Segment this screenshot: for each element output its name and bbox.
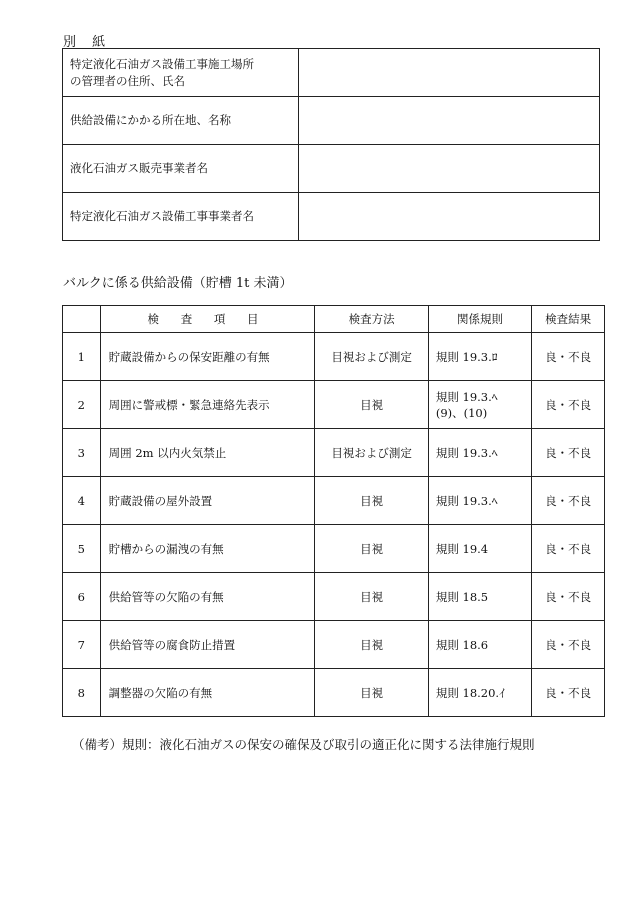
row-method: 目視および測定: [315, 429, 428, 477]
row-rule: 規則 19.3.ﾍ (9)、(10): [428, 381, 531, 429]
info-label-distributor: 液化石油ガス販売事業者名: [63, 145, 299, 193]
info-value-manager: [299, 49, 600, 97]
info-table: [62, 48, 600, 241]
table-row: [63, 429, 605, 477]
row-rule: 規則 18.20.ｲ: [428, 669, 531, 717]
row-no: 3: [63, 429, 101, 477]
row-method: 目視: [315, 525, 428, 573]
row-no: 4: [63, 477, 101, 525]
table-row: [63, 381, 605, 429]
row-rule: 規則 19.3.ﾛ: [428, 333, 531, 381]
row-rule: 規則 18.6: [428, 621, 531, 669]
row-item: 貯蔵設備からの保安距離の有無: [100, 333, 315, 381]
info-row: [63, 193, 600, 241]
header-method: 検査方法: [315, 306, 428, 333]
row-item: 貯蔵設備の屋外設置: [100, 477, 315, 525]
row-result: 良・不良: [532, 429, 605, 477]
header-row: [63, 306, 605, 333]
row-rule: 規則 18.5: [428, 573, 531, 621]
row-no: 5: [63, 525, 101, 573]
row-method: 目視: [315, 621, 428, 669]
row-result: 良・不良: [532, 525, 605, 573]
row-result: 良・不良: [532, 621, 605, 669]
table-row: [63, 669, 605, 717]
table-row: [63, 477, 605, 525]
row-result: 良・不良: [532, 381, 605, 429]
row-rule: 規則 19.3.ﾍ: [428, 429, 531, 477]
row-item: 周囲 2m 以内火気禁止: [100, 429, 315, 477]
row-method: 目視: [315, 381, 428, 429]
info-label-location: 供給設備にかかる所在地、名称: [63, 97, 299, 145]
row-item: 周囲に警戒標・緊急連絡先表示: [100, 381, 315, 429]
info-value-contractor: [299, 193, 600, 241]
info-label-manager: 特定液化石油ガス設備工事施工場所 の管理者の住所、氏名: [63, 49, 299, 97]
row-no: 1: [63, 333, 101, 381]
section-title: バルクに係る供給設備（貯槽 1t 未満）: [63, 276, 293, 291]
row-rule: 規則 19.3.ﾍ: [428, 477, 531, 525]
row-result: 良・不良: [532, 669, 605, 717]
row-rule: 規則 19.4: [428, 525, 531, 573]
row-result: 良・不良: [532, 333, 605, 381]
footnote: （備考）規則：液化石油ガスの保安の確保及び取引の適正化に関する法律施行規則: [72, 737, 535, 752]
info-row: [63, 145, 600, 193]
info-row: [63, 49, 600, 97]
info-value-distributor: [299, 145, 600, 193]
info-row: [63, 97, 600, 145]
row-no: 6: [63, 573, 101, 621]
inspection-table: [62, 305, 605, 717]
row-no: 8: [63, 669, 101, 717]
row-method: 目視および測定: [315, 333, 428, 381]
table-row: [63, 333, 605, 381]
row-method: 目視: [315, 573, 428, 621]
row-result: 良・不良: [532, 573, 605, 621]
row-no: 2: [63, 381, 101, 429]
row-item: 供給管等の欠陥の有無: [100, 573, 315, 621]
row-no: 7: [63, 621, 101, 669]
info-label-contractor: 特定液化石油ガス設備工事事業者名: [63, 193, 299, 241]
row-item: 調整器の欠陥の有無: [100, 669, 315, 717]
table-row: [63, 525, 605, 573]
row-item: 供給管等の腐食防止措置: [100, 621, 315, 669]
header-rule: 関係規則: [428, 306, 531, 333]
row-result: 良・不良: [532, 477, 605, 525]
info-value-location: [299, 97, 600, 145]
header-result: 検査結果: [532, 306, 605, 333]
header-item: 検 査 項 目: [100, 306, 315, 333]
appendix-label: 別 紙: [63, 35, 112, 50]
table-row: [63, 573, 605, 621]
header-no: [63, 306, 101, 333]
table-row: [63, 621, 605, 669]
row-method: 目視: [315, 477, 428, 525]
row-method: 目視: [315, 669, 428, 717]
row-item: 貯槽からの漏洩の有無: [100, 525, 315, 573]
